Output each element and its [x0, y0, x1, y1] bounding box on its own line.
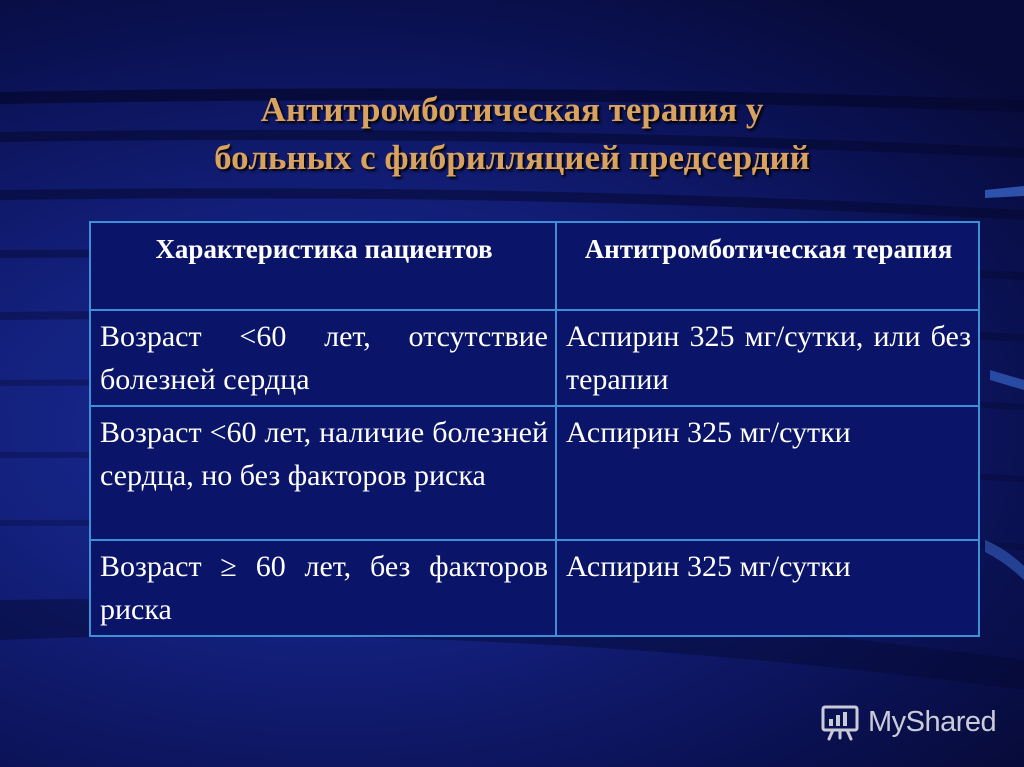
therapy-cell: Аспирин 325 мг/сутки — [556, 540, 979, 636]
slide-title-line-2: больных с фибрилляцией предсердий — [214, 138, 810, 177]
patient-characteristic-cell: Возраст <60 лет, отсутствие болезней сердца — [90, 310, 556, 406]
patient-characteristic-cell: Возраст <60 лет, наличие болезней сердца, но без факторов риска — [90, 406, 556, 540]
watermark-text: MyShared — [868, 705, 997, 738]
table-row — [90, 310, 979, 406]
patient-characteristic-cell: Возраст ≥ 60 лет, без факторов риска — [90, 540, 556, 636]
therapy-cell: Аспирин 325 мг/сутки — [556, 406, 979, 540]
therapy-cell: Аспирин 325 мг/сутки, или без терапии — [556, 310, 979, 406]
slide-title-line-1: Антитромботическая терапия у — [260, 90, 764, 129]
header-characteristics: Характеристика пациентов — [90, 222, 556, 310]
header-therapy: Антитромботическая терапия — [556, 222, 979, 310]
therapy-table — [89, 221, 980, 637]
table-row — [90, 406, 979, 540]
presentation-board-icon — [820, 702, 860, 742]
myshared-watermark — [820, 700, 996, 744]
table-header-row — [90, 222, 979, 310]
slide-title — [60, 86, 964, 182]
table-row — [90, 540, 979, 636]
